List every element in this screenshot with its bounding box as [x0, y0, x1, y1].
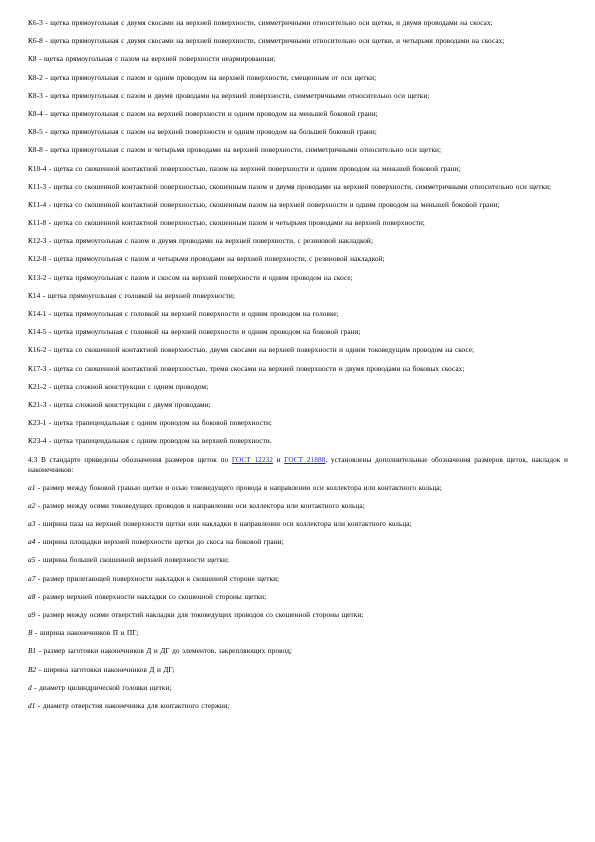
dimension-description: - размер между осями отверстий накладки для токоведущих проводов со скошенной стороны щетки; [35, 610, 364, 619]
brush-type-entry: К8-8 - щетка прямоугольная с пазом и четырьмя проводами на верхней поверхности, симметричными относительно оси щетки; [28, 145, 442, 155]
brush-type-entry: К23-4 - щетка трапецеидальная с одним проводом на верхней поверхности. [28, 436, 272, 446]
dimension-symbol: a5 [28, 555, 36, 565]
dimension-description: - размер верхней поверхности накладки со скошенной стороны щетки; [35, 591, 267, 601]
brush-type-entry: К14-5 - щетка прямоугольная с головкой на верхней поверхности и одним проводом на боковой грани; [28, 327, 361, 337]
dimension-symbol: B2 [28, 664, 37, 674]
brush-type-entry: К14 - щетка прямоугольная с головкой на верхней поверхности; [28, 290, 235, 300]
dimension-description: - ширина наконечников П и ПГ; [32, 628, 139, 638]
dimension-entry [28, 592, 568, 602]
dimension-entry [28, 683, 568, 693]
dimension-description: - ширина большей скошенной верхней поверхности щетки; [35, 555, 230, 565]
dimension-entry [28, 610, 568, 620]
brush-type-entry: К16-2 - щетка со скошенной контактной поверхностью, двумя скосами на верхней поверхности и одним токоведущим проводом на скосе; [28, 345, 475, 355]
dimension-symbol: d [28, 682, 32, 692]
document-body [28, 18, 568, 719]
brush-type-entry: К8-4 - щетка прямоугольная с пазом на верхней поверхности и одним проводом на меньшей боковой грани; [28, 108, 378, 118]
brush-type-entry: К21-2 - щетка сложной конструкции с одним проводом; [28, 381, 209, 391]
dimension-entry [28, 501, 568, 511]
brush-type-entry: К11-8 - щетка со скошенной контактной поверхностью, скошенным пазом и четырьмя проводами на верхней поверхности; [28, 218, 425, 228]
dimension-description: - ширина паза на верхней поверхности щетки или накладки в направлении оси коллектора или контактного кольца; [35, 519, 412, 529]
brush-type-entry: К13-2 - щетка прямоугольная с пазом и скосом на верхней поверхности и одним проводом на скосе; [28, 272, 353, 282]
dimension-description: - ширина заготовки наконечников Д и ДГ; [36, 664, 175, 674]
dimension-description: - диаметр отверстия наконечника для контактного стержня; [35, 700, 230, 710]
dimension-description: - размер между осями токоведущих проводов в направлении оси коллектора или контактного кольца; [35, 500, 365, 510]
brush-type-entry: К11-3 - щетка со скошенной контактной поверхностью, скошенным пазом и двумя проводами на верхней поверхности, симметричными относительно оси щетки; [28, 181, 552, 191]
brush-type-entry: К8-3 - щетка прямоугольная с пазом и двумя проводами на верхней поверхности, симметричными относительно оси щетки; [28, 90, 430, 100]
dimension-entry [28, 574, 568, 584]
brush-type-entry: К17-3 - щетка со скошенной контактной поверхностью, тремя скосами на верхней поверхности и двумя проводами на боковых скосах; [28, 363, 465, 373]
dimension-entry [28, 555, 568, 565]
dimension-entry [28, 628, 568, 638]
brush-type-entry: К12-3 - щетка прямоугольная с пазом и двумя проводами на верхней поверхности, с резиновой накладкой; [28, 236, 373, 246]
brush-type-entry: К6-8 - щетка прямоугольная с двумя скосами на верхней поверхности, симметричными относительно оси щетки, и четырьмя проводами на скосах; [28, 36, 505, 46]
brush-type-entry: К8-2 - щетка прямоугольная с пазом и одним проводом на верхней поверхности, смещенным от оси щетки; [28, 72, 377, 82]
dimension-description: - ширина площадки верхней поверхности щетки до скоса на боковой грани; [35, 537, 284, 547]
dimension-symbol: a2 [28, 500, 36, 510]
dimension-symbol: a3 [28, 519, 36, 529]
dimension-symbol: a9 [28, 610, 36, 619]
dimension-entry [28, 483, 568, 493]
section-4-3-paragraph [28, 455, 568, 475]
dimension-entry [28, 646, 568, 656]
dimension-description: - диаметр цилиндрической головки щетки; [31, 682, 172, 692]
dimension-entry [28, 701, 568, 711]
dimension-description: - размер между боковой гранью щетки и осью токоведущего провода в направлении оси коллектора или контактного кольца; [35, 482, 442, 492]
dimension-symbol: d1 [28, 700, 36, 710]
section-text-mid: и [272, 454, 285, 464]
brush-type-entry: К8 - щетка прямоугольная с пазом на верхней поверхности неармированная; [28, 54, 276, 64]
dimension-entry [28, 537, 568, 547]
brush-type-entry: К6-3 - щетка прямоугольная с двумя скосами на верхней поверхности, симметричными относительно оси щетки, и двумя проводами на скосах; [28, 18, 493, 27]
section-text-prefix: 4.3 В стандарте приведены обозначения размеров щеток по [28, 454, 232, 464]
dimension-description: - размер прилегающей поверхности накладки к скошенной стороне щетки; [35, 573, 280, 583]
brush-type-entry: К21-3 - щетка сложной конструкции с двумя проводами; [28, 399, 211, 409]
dimension-symbol: B1 [28, 646, 37, 656]
dimension-symbol: a1 [28, 482, 36, 492]
gost-21888-link[interactable]: ГОСТ 21888 [284, 454, 326, 464]
dimension-symbol: a7 [28, 573, 36, 583]
dimension-description: - размер заготовки наконечников Д и ДГ до элементов, закрепляющих провод; [36, 646, 292, 656]
gost-12232-link[interactable]: ГОСТ 12232 [231, 454, 273, 464]
dimension-symbol: a8 [28, 591, 36, 601]
dimension-symbol: a4 [28, 537, 36, 547]
brush-type-entry: К14-1 - щетка прямоугольная с головкой на верхней поверхности и одним проводом на головке; [28, 309, 339, 318]
section-text-suffix: , установлены дополнительные обозначения размеров щеток, накладок и наконечников: [28, 454, 569, 474]
brush-type-entry: К23-1 - щетка трапецеидальная с одним проводом на боковой поверхности; [28, 418, 273, 428]
brush-type-entry: К11-4 - щетка со скошенной контактной поверхностью, скошенным пазом на верхней поверхности и одним проводом на меньшей боковой грани; [28, 199, 500, 209]
dimension-entry [28, 665, 568, 675]
dimension-entry [28, 519, 568, 529]
brush-type-entry: К10-4 - щетка со скошенной контактной поверхностью, пазом на верхней поверхности и одним проводом на меньшей боковой грани; [28, 163, 461, 173]
dimension-symbol: B [28, 628, 33, 638]
brush-type-entry: К12-8 - щетка прямоугольная с пазом и четырьмя проводами на верхней поверхности, с резиновой накладкой; [28, 254, 385, 264]
brush-type-entry: К8-5 - щетка прямоугольная с пазом на верхней поверхности и одним проводом на большей боковой грани; [28, 127, 377, 137]
